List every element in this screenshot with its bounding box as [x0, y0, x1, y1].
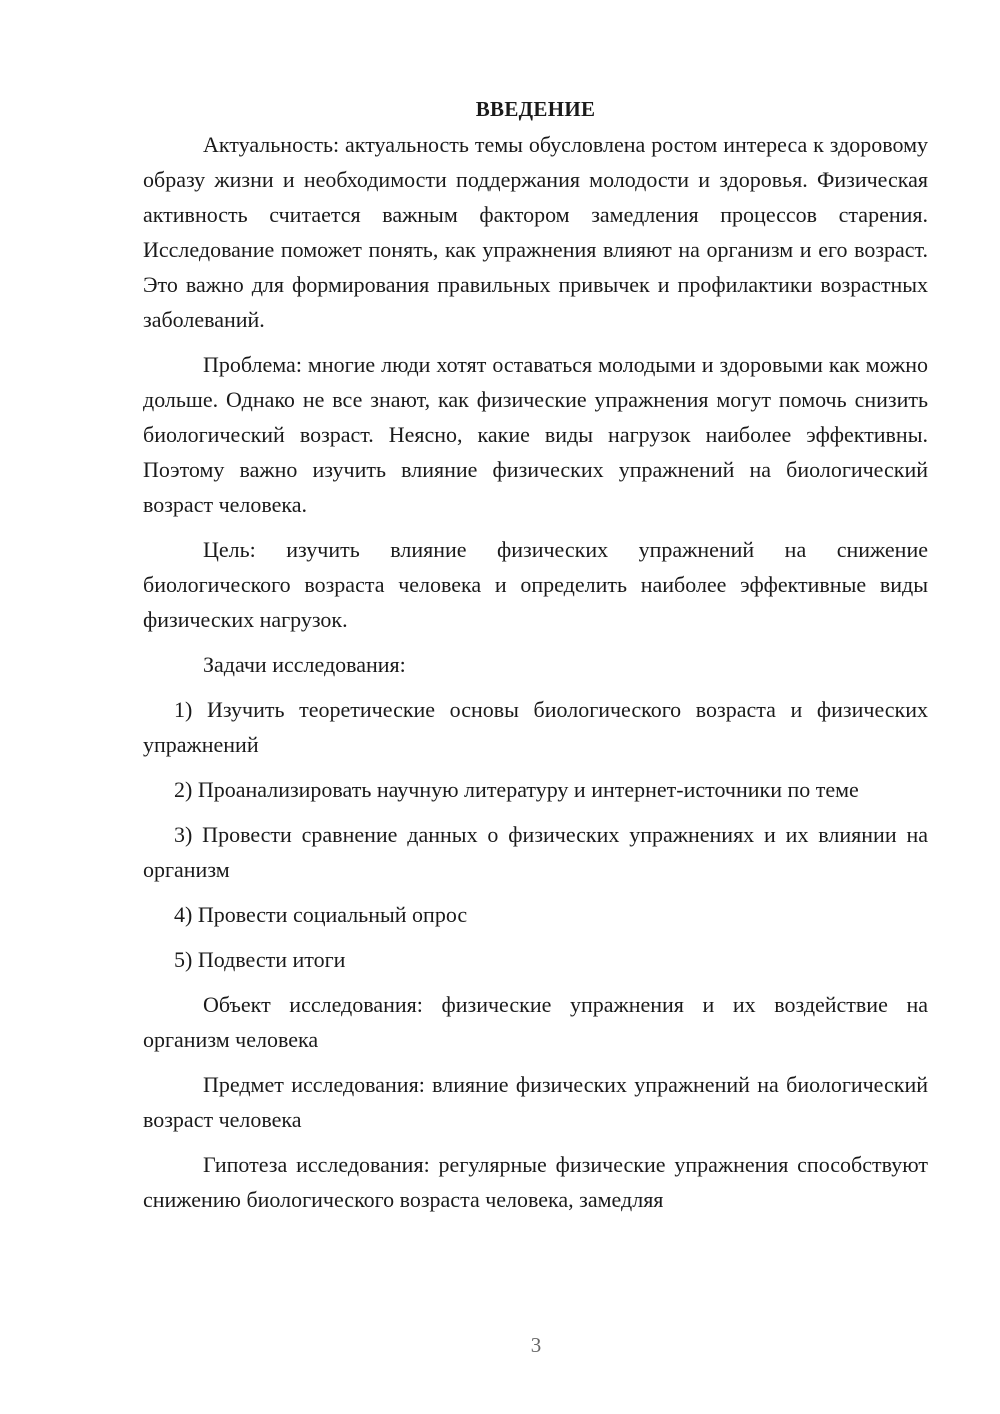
- section-title: ВВЕДЕНИЕ: [475, 97, 596, 121]
- paragraph-goal: Цель: изучить влияние физических упражнений на снижение биологического возраста человека и определить наиболее эффективные виды физических нагрузок.: [143, 537, 928, 632]
- paragraph-subject: Предмет исследования: влияние физических упражнений на биологический возраст человека: [143, 1072, 928, 1132]
- paragraph-hypothesis: Гипотеза исследования: регулярные физические упражнения способствуют снижению биологического возраста человека, замедляя: [143, 1152, 928, 1212]
- paragraph-relevance: Актуальность: актуальность темы обусловлена ростом интереса к здоровому образу жизни и необходимости поддержания молодости и здоровья. Физическая активность считается важным фактором замедления процессов старения. Исследование поможет понять, как упражнения влияют на организм и его возраст. Это важно для формирования правильных привычек и профилактики возрастных заболеваний.: [143, 132, 928, 332]
- paragraph-tasks-heading: Задачи исследования:: [203, 652, 406, 677]
- page-number: 3: [530, 1333, 542, 1357]
- task-item-3: 3) Провести сравнение данных о физических упражнениях и их влиянии на организм: [143, 822, 928, 882]
- task-item-1: 1) Изучить теоретические основы биологического возраста и физических упражнений: [143, 697, 928, 757]
- task-item-2: 2) Проанализировать научную литературу и интернет-источники по теме: [174, 777, 859, 802]
- paragraph-object: Объект исследования: физические упражнения и их воздействие на организм человека: [143, 992, 928, 1052]
- paragraph-problem: Проблема: многие люди хотят оставаться молодыми и здоровыми как можно дольше. Однако не все знают, как физические упражнения могут помочь снизить биологический возраст. Неясно, какие виды нагрузок наиболее эффективны. Поэтому важно изучить влияние физических упражнений на биологический возраст человека.: [143, 352, 928, 517]
- task-item-4: 4) Провести социальный опрос: [174, 902, 468, 927]
- page-content: [143, 92, 928, 1227]
- task-item-5: 5) Подвести итоги: [174, 947, 346, 972]
